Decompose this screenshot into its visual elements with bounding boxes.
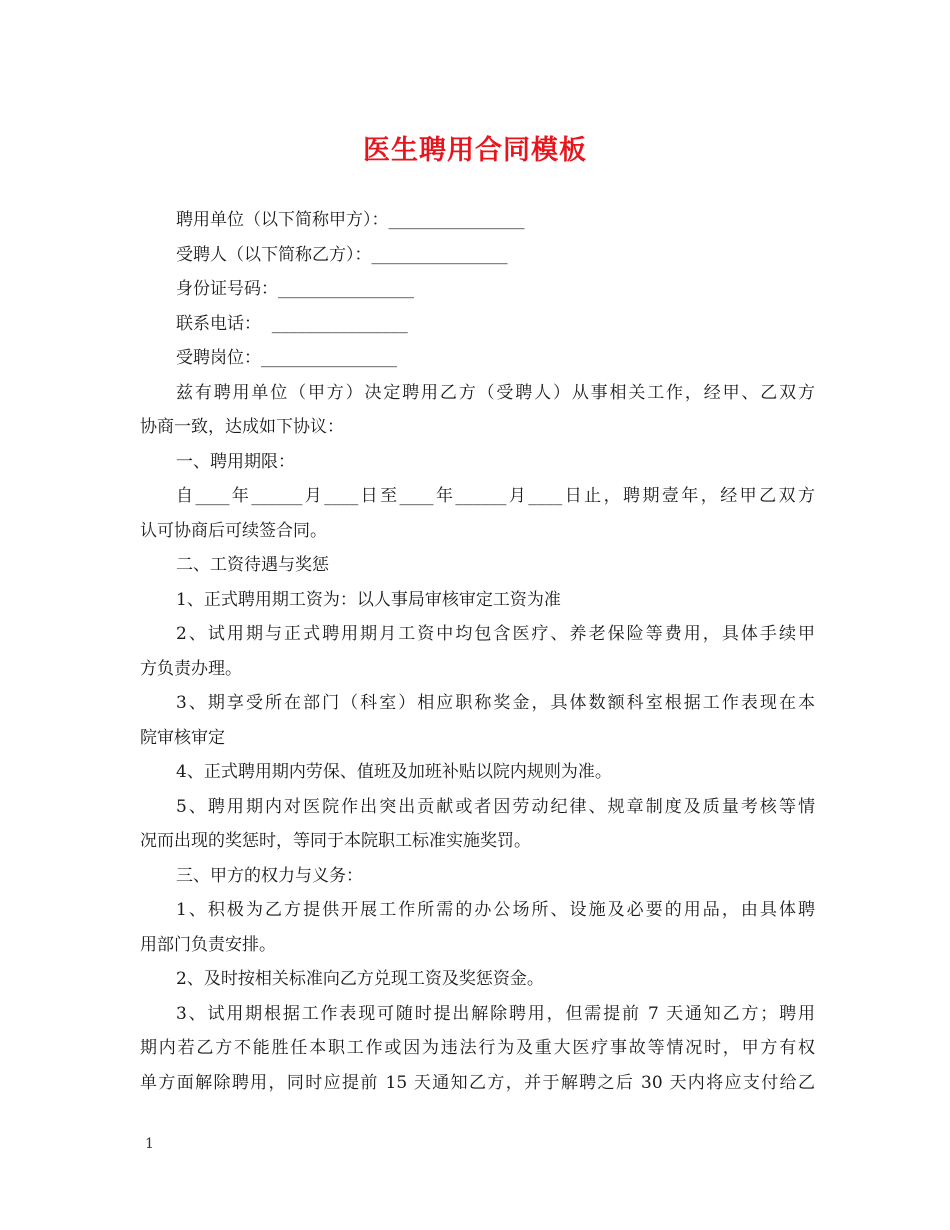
document-line: 联系电话： ________________ — [176, 313, 408, 334]
document-line: 用部门负责安排。 — [140, 934, 276, 955]
document-line: 自____年______月____日至____年______月____日止，聘期壹年，经甲乙双方 — [176, 486, 815, 506]
document-line: 认可协商后可续签合同。 — [140, 520, 327, 541]
document-line: 三、甲方的权力与义务： — [176, 865, 363, 886]
document-line: 兹有聘用单位（甲方）决定聘用乙方（受聘人）从事相关工作，经甲、乙双方 — [176, 382, 815, 403]
document-line: 3、试用期根据工作表现可随时提出解除聘用，但需提前 7 天通知乙方；聘用 — [176, 1003, 815, 1024]
document-line: 4、正式聘用期内劳保、值班及加班补贴以院内规则为准。 — [176, 762, 612, 782]
document-line: 2、试用期与正式聘用期月工资中均包含医疗、养老保险等费用，具体手续甲 — [176, 624, 815, 644]
document-line: 受聘岗位：________________ — [176, 348, 397, 368]
document-line: 聘用单位（以下简称甲方）：________________ — [176, 210, 525, 230]
document-line: 协商一致，达成如下协议： — [140, 417, 344, 437]
document-line: 院审核审定 — [140, 727, 225, 748]
document-line: 方负责办理。 — [140, 658, 242, 679]
document-line: 一、聘用期限： — [176, 451, 295, 472]
document-line: 受聘人（以下简称乙方）：________________ — [176, 244, 508, 265]
document-line: 1、积极为乙方提供开展工作所需的办公场所、设施及必要的用品，由具体聘 — [176, 900, 815, 920]
document-line: 二、工资待遇与奖惩 — [176, 555, 329, 575]
document-line: 2、及时按相关标准向乙方兑现工资及奖惩资金。 — [176, 969, 544, 989]
page-number: 1 — [145, 1136, 154, 1152]
document-line: 况而出现的奖惩时，等同于本院职工标准实施奖罚。 — [140, 831, 531, 851]
document-title: 医生聘用合同模板 — [363, 135, 587, 166]
document-line: 1、正式聘用期工资为：以人事局审核审定工资为准 — [176, 589, 561, 610]
document-line: 3、期享受所在部门（科室）相应职称奖金，具体数额科室根据工作表现在本 — [176, 693, 815, 713]
document-body — [140, 203, 815, 1100]
document-line: 身份证号码：________________ — [176, 279, 414, 299]
document-line: 单方面解除聘用，同时应提前 15 天通知乙方，并于解聘之后 30 天内将应支付给乙 — [140, 1072, 815, 1093]
document-line: 期内若乙方不能胜任本职工作或因为违法行为及重大医疗事故等情况时，甲方有权 — [140, 1038, 815, 1058]
document-line: 5、聘用期内对医院作出突出贡献或者因劳动纪律、规章制度及质量考核等情 — [176, 796, 815, 817]
